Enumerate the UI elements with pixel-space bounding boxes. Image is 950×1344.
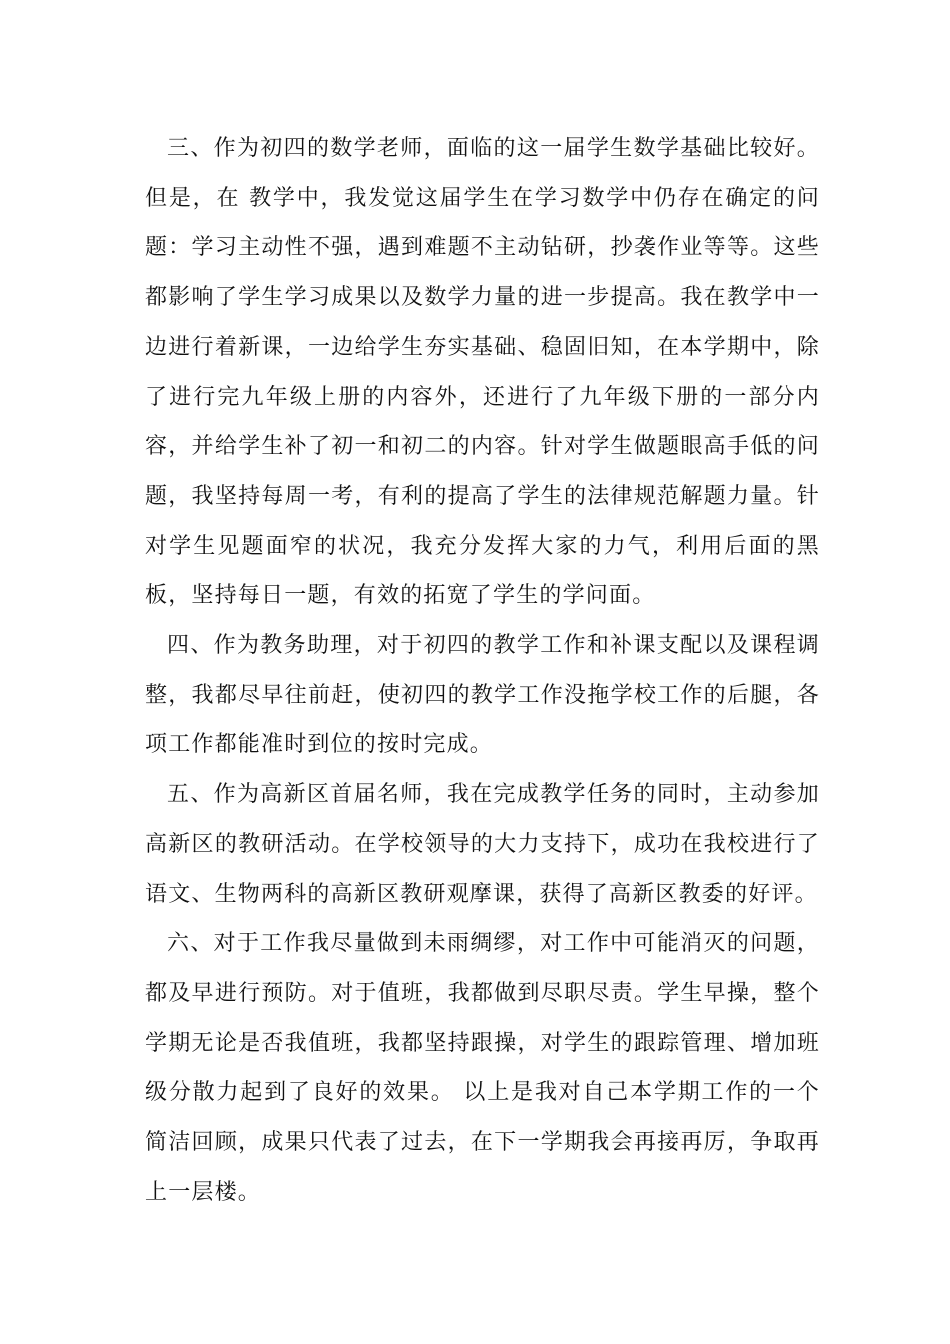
paragraph-academic-assistant: 四、作为教务助理，对于初四的教学工作和补课支配以及课程调整，我都尽早往前赶，使初四的教学工作没拖学校工作的后腿，各项工作都能准时到位的按时完成。 [145, 633, 820, 758]
paragraph-math-teacher: 三、作为初四的数学老师，面临的这一届学生数学基础比较好。但是，在 教学中，我发觉这届学生在学习数学中仍存在确定的问题：学习主动性不强，遇到难题不主动钻研，抄袭作业等等。这些都影响了学生学习成果以及数学力量的进一步提高。我在教学中一边进行着新课，一边给学生夯实基础、稳固旧知，在本学期中，除了进行完九年级上册的内容外，还进行了九年级下册的一部分内容，并给学生补了初一和初二的内容。针对学生做题眼高手低的问题，我坚持每周一考，有利的提高了学生的法律规范解题力量。针对学生见题面窄的状况，我充分发挥大家的力气，利用后面的黑板，坚持每日一题，有效的拓宽了学生的学问面。 [145, 136, 820, 609]
paragraph-work-summary: 六、对于工作我尽量做到未雨绸缪，对工作中可能消灭的问题，都及早进行预防。对于值班，我都做到尽职尽责。学生早操，整个学期无论是否我值班，我都坚持跟操，对学生的跟踪管理、增加班级分散力起到了良好的效果。 以上是我对自己本学期工作的一个简洁回顾，成果只代表了过去，在下一学期我会再接再厉，争取再上一层楼。 [145, 931, 820, 1205]
document-body [145, 124, 820, 1217]
paragraph-famous-teacher: 五、作为高新区首届名师，我在完成教学任务的同时，主动参加高新区的教研活动。在学校领导的大力支持下，成功在我校进行了语文、生物两科的高新区教研观摩课，获得了高新区教委的好评。 [145, 782, 820, 907]
